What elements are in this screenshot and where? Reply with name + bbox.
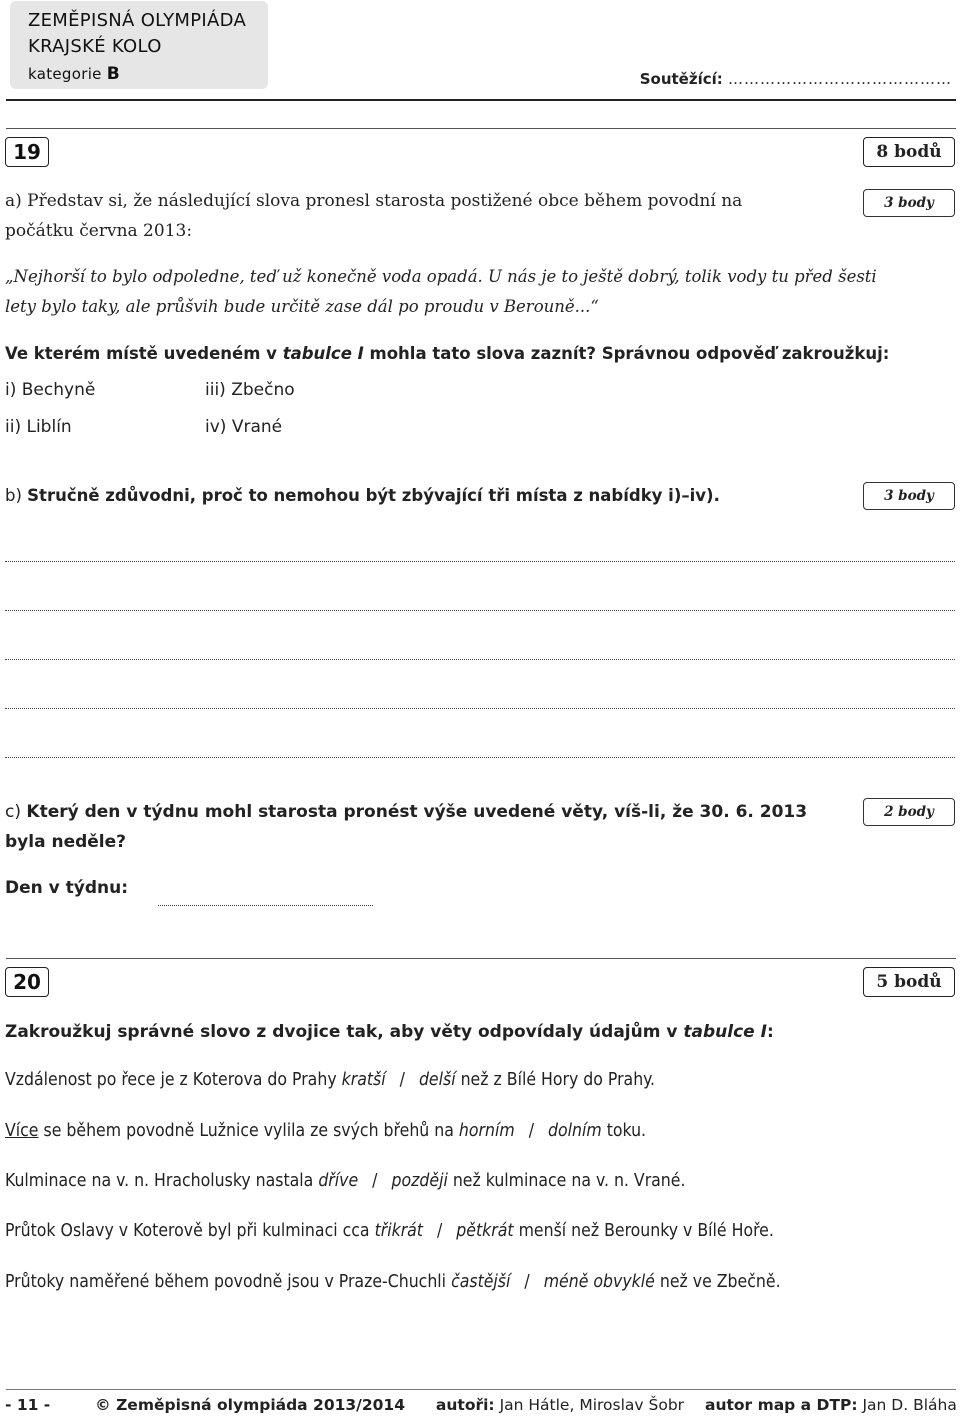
q20-number: 20 [5,967,49,997]
q19c-question-line2: byla neděle? [5,832,127,852]
q19b-question-text: Stručně zdůvodni, proč to nemohou být zbývající tři místa z nabídky i)–iv). [27,486,720,505]
q20-points: 5 bodů [863,967,955,997]
q20-instruction-pre: Zakroužkuj správné slovo z dvojice tak, aby věty odpovídaly údajům v [5,1022,678,1042]
footer-authors: Jan Hátle, Miroslav Šobr [499,1396,685,1414]
sentence-4-opt1[interactable]: třikrát [374,1221,423,1241]
page-number: - 11 - [5,1396,51,1414]
q19-points: 8 bodů [863,137,955,167]
option-ii[interactable]: ii) Liblín [5,417,72,437]
sentence-1-opt2[interactable]: delší [418,1070,456,1090]
q19a-intro-line2: počátku června 2013: [5,221,193,241]
sentence-2-sep: / [528,1121,534,1141]
q20-instruction [5,1017,774,1047]
sentence-1-post: než z Bílé Hory do Prahy. [460,1070,655,1090]
sentence-3-opt1[interactable]: dříve [318,1171,359,1191]
footer-copyright: © Zeměpisná olympiáda 2013/2014 [95,1396,405,1414]
q19a-quote-line2: lety bylo taky, ale průšvih bude určitě zase dál po proudu v Berouně...“ [5,297,599,316]
sentence-5-opt2[interactable]: méně obvyklé [543,1272,655,1292]
sentence-4-post: menší než Berounky v Bílé Hoře. [518,1221,774,1241]
category-value: B [106,64,121,84]
sentence-2-underlined: Více [5,1121,39,1141]
q19a-points: 3 body [863,189,955,217]
category-label: kategorie [28,65,102,83]
q19b-question [5,481,720,511]
q19a-question [5,339,889,369]
sentence-2-pre: se během povodně Lužnice vylila ze svých břehů na [43,1121,454,1141]
sentence-1-sep: / [399,1070,405,1090]
q20-instruction-table: tabulce I [683,1022,767,1042]
q20-instruction-post: : [766,1022,774,1042]
answer-line-1[interactable] [5,561,955,562]
sentence-5-post: než ve Zbečně. [659,1272,781,1292]
q20-sentence-1 [5,1070,655,1090]
q20-sentence-2 [5,1121,646,1141]
sentence-5-sep: / [524,1272,530,1292]
day-of-week-label: Den v týdnu: [5,878,129,898]
sentence-1-opt1[interactable]: kratší [341,1070,386,1090]
q19c-question-text: Který den v týdnu mohl starosta pronést výše uvedené věty, víš-li, že 30. 6. 2013 [26,802,808,822]
sentence-2-opt1[interactable]: horním [458,1121,515,1141]
footer [5,1396,955,1414]
q20-sentence-4 [5,1221,774,1241]
answer-line-3[interactable] [5,659,955,660]
day-of-week-input[interactable] [158,905,373,906]
sentence-5-opt1[interactable]: častější [451,1272,511,1292]
q19-rule [6,128,956,129]
sentence-4-pre: Průtok Oslavy v Koterově byl při kulminaci cca [5,1221,370,1241]
sentence-3-opt2[interactable]: později [391,1171,448,1191]
sentence-4-sep: / [436,1221,443,1241]
footer-dtp: Jan D. Bláha [862,1396,957,1414]
q20-sentence-5 [5,1272,781,1292]
sentence-3-pre: Kulminace na v. n. Hracholusky nastala [5,1171,314,1191]
footer-rule [6,1389,956,1390]
q19a-question-table: tabulce I [282,344,364,363]
answer-line-4[interactable] [5,708,955,709]
q19b-letter: b) [5,486,22,505]
q20-sentence-3 [5,1171,685,1191]
header-box [10,1,268,89]
option-i[interactable]: i) Bechyně [5,380,96,400]
sentence-1-pre: Vzdálenost po řece je z Koterova do Prahy [5,1070,337,1090]
q19b-points: 3 body [863,482,955,510]
header-category [28,64,120,84]
q19-number: 19 [5,137,49,167]
contestant-dots: …………………………………… [728,70,952,88]
q19a-question-pre: Ve kterém místě uvedeném v [5,344,277,363]
contestant-field [640,70,952,88]
footer-authors-label: autoři: [435,1396,495,1414]
q20-rule [6,958,956,959]
q19a-question-post: mohla tato slova zaznít? Správnou odpověď zakroužkuj: [369,344,890,363]
footer-dtp-label: autor map a DTP: [704,1396,858,1414]
sentence-3-post: než kulminace na v. n. Vrané. [452,1171,686,1191]
header-rule [6,99,956,101]
sentence-2-opt2[interactable]: dolním [548,1121,602,1141]
q19a-quote-line1: „Nejhorší to bylo odpoledne, teď už konečně voda opadá. U nás je to ještě dobrý, tolik vody tu před šesti [5,267,877,286]
header-title-line1: ZEMĚPISNÁ OLYMPIÁDA [28,10,247,31]
sentence-4-opt2[interactable]: pětkrát [456,1221,514,1241]
q19c-points: 2 body [863,798,955,826]
header-title-line2: KRAJSKÉ KOLO [28,36,162,57]
answer-line-5[interactable] [5,757,955,758]
sentence-3-sep: / [372,1171,378,1191]
q19c-question-line1 [5,797,807,827]
q19a-intro-line1: a) Představ si, že následující slova pronesl starosta postižené obce během povodní na [5,191,743,211]
option-iv[interactable]: iv) Vrané [205,417,283,437]
q19c-letter: c) [5,802,21,822]
sentence-5-pre: Průtoky naměřené během povodně jsou v Praze-Chuchli [5,1272,447,1292]
sentence-2-post: toku. [606,1121,647,1141]
answer-line-2[interactable] [5,610,955,611]
contestant-label: Soutěžící: [639,70,723,88]
option-iii[interactable]: iii) Zbečno [205,380,295,400]
